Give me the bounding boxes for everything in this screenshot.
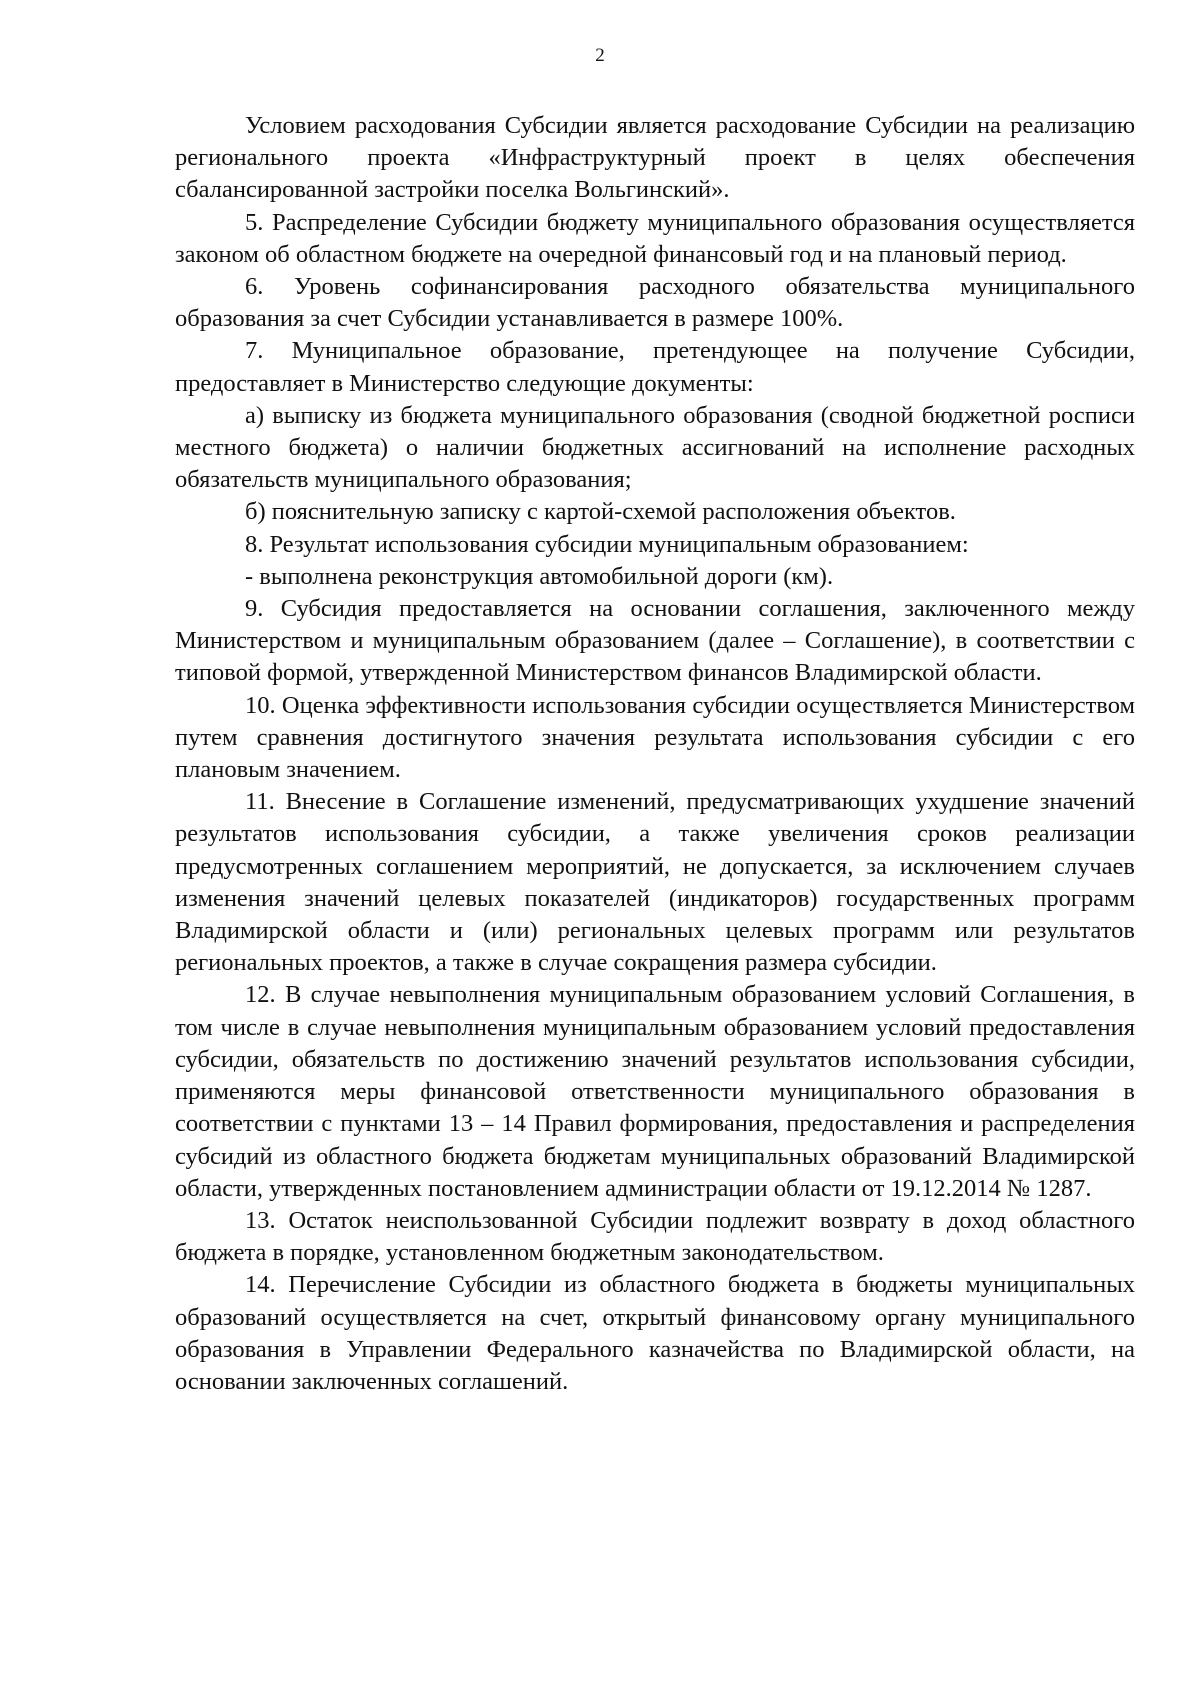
paragraph-8: 8. Результат использования субсидии муниципальным образованием: [245,530,969,558]
paragraph-14: 14. Перечисление Субсидии из областного бюджета в бюджеты муниципальных образований осуществляется на счет, открытый финансовому органу муниципального образования в Управлении Федерального казначейства по Владимирской области, на основании заключенных соглашений. [175,1271,1135,1395]
paragraph-8-item: - выполнена реконструкция автомобильной дороги (км). [245,562,834,590]
paragraph-6: 6. Уровень софинансирования расходного обязательства муниципального образования за счет Субсидии устанавливается в размере 100%. [175,273,1135,333]
paragraph-12: 12. В случае невыполнения муниципальным образованием условий Соглашения, в том числе в случае невыполнения муниципальным образованием условий предоставления субсидии, обязательств по достижению значений результатов использования субсидии, применяются меры финансовой ответственности муниципального образования в соответствии с пунктами 13 – 14 Правил формирования, предоставления и распределения субсидий из областного бюджета бюджетам муниципальных образований Владимирской области, утвержденных постановлением администрации области от 19.12.2014 № 1287. [175,981,1135,1202]
paragraph-7a: а) выписку из бюджета муниципального образования (сводной бюджетной росписи местного бюджета) о наличии бюджетных ассигнований на исполнение расходных обязательств муниципального образования; [175,401,1135,494]
paragraph-9: 9. Субсидия предоставляется на основании соглашения, заключенного между Министерством и муниципальным образованием (далее – Соглашение), в соответствии с типовой формой, утвержденной Министерством финансов Владимирской области. [175,595,1135,687]
paragraph-5: 5. Распределение Субсидии бюджету муниципального образования осуществляется законом об областном бюджете на очередной финансовый год и на плановый период. [175,208,1135,268]
paragraph-subsidy-condition: Условием расходования Субсидии является расходование Субсидии на реализацию регионального проекта «Инфраструктурный проект в целях обеспечения сбалансированной застройки поселка Вольгинский». [175,112,1135,204]
page-number: 2 [595,45,605,66]
paragraph-13: 13. Остаток неиспользованной Субсидии подлежит возврату в доход областного бюджета в порядке, установленном бюджетным законодательством. [175,1206,1135,1267]
paragraph-7b: б) пояснительную записку с картой-схемой расположения объектов. [245,498,956,526]
paragraph-10: 10. Оценка эффективности использования субсидии осуществляется Министерством путем сравнения достигнутого значения результата использования субсидии с его плановым значением. [175,691,1135,784]
document-body [175,110,1135,1398]
paragraph-7: 7. Муниципальное образование, претендующее на получение Субсидии, предоставляет в Министерство следующие документы: [175,337,1135,397]
paragraph-11: 11. Внесение в Соглашение изменений, предусматривающих ухудшение значений результатов использования субсидии, а также увеличения сроков реализации предусмотренных соглашением мероприятий, не допускается, за исключением случаев изменения значений целевых показателей (индикаторов) государственных программ Владимирской области и (или) региональных целевых программ или результатов региональных проектов, а также в случае сокращения размера субсидии. [175,788,1135,977]
